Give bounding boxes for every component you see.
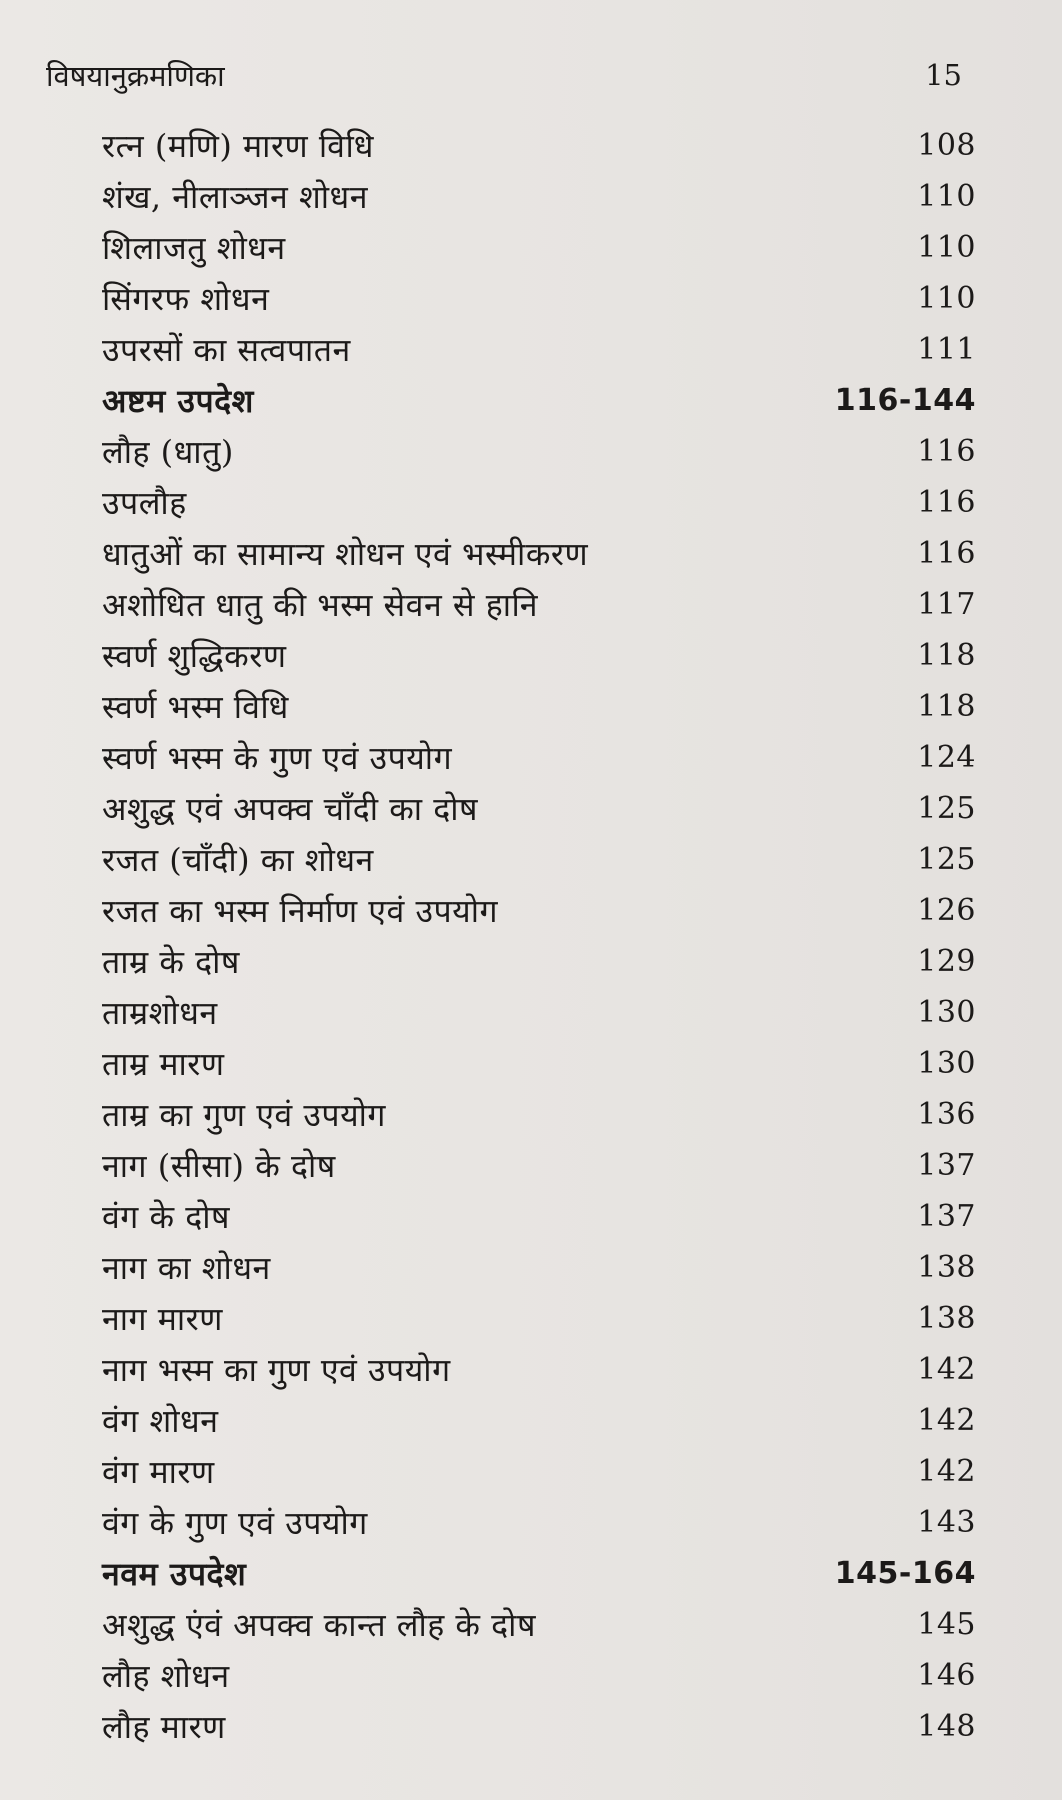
toc-entry <box>102 681 982 732</box>
toc-entry-page: 118 <box>917 638 976 673</box>
toc-entry-title: रत्न (मणि) मारण विधि <box>102 127 374 165</box>
toc-entry-page: 125 <box>917 791 976 826</box>
toc-entry-page: 137 <box>917 1199 976 1234</box>
toc-entry <box>102 171 982 222</box>
toc-entry-title: लौह मारण <box>102 1708 226 1746</box>
toc-entry-title: रजत (चाँदी) का शोधन <box>102 841 374 879</box>
toc-entry-page: 124 <box>917 740 976 775</box>
toc-entry <box>102 1242 982 1293</box>
toc-entry-title: धातुओं का सामान्य शोधन एवं भस्मीकरण <box>102 535 589 573</box>
toc-entry-title: स्वर्ण शुद्धिकरण <box>102 637 287 675</box>
toc-entry <box>102 477 982 528</box>
toc-entry-title: सिंगरफ शोधन <box>102 280 270 318</box>
toc-entry <box>102 1497 982 1548</box>
toc-entry <box>102 222 982 273</box>
toc-entry <box>102 885 982 936</box>
toc-entry-page: 116-144 <box>834 383 976 418</box>
table-of-contents <box>102 120 982 1752</box>
toc-entry-page: 111 <box>917 332 976 367</box>
toc-entry-page: 118 <box>917 689 976 724</box>
toc-entry-page: 117 <box>917 587 976 622</box>
toc-entry-title: रजत का भस्म निर्माण एवं उपयोग <box>102 892 499 930</box>
toc-entry-title: ताम्रशोधन <box>102 994 218 1032</box>
toc-entry-page: 142 <box>917 1403 976 1438</box>
toc-entry-title: ताम्र मारण <box>102 1045 225 1083</box>
page-number: 15 <box>925 58 962 92</box>
toc-entry-title: नाग मारण <box>102 1300 223 1338</box>
toc-entry-page: 138 <box>917 1250 976 1285</box>
toc-entry <box>102 528 982 579</box>
toc-entry-title: ताम्र के दोष <box>102 943 240 981</box>
toc-entry <box>102 783 982 834</box>
toc-entry <box>102 1089 982 1140</box>
toc-entry <box>102 1038 982 1089</box>
toc-entry-page: 129 <box>917 944 976 979</box>
running-header-title: विषयानुक्रमणिका <box>46 58 225 93</box>
toc-entry-title: लौह (धातु) <box>102 433 234 471</box>
toc-entry-page: 110 <box>917 281 976 316</box>
toc-entry-page: 126 <box>917 893 976 928</box>
toc-entry <box>102 1650 982 1701</box>
toc-entry-title: नाग (सीसा) के दोष <box>102 1147 336 1185</box>
toc-entry-title: अशोधित धातु की भस्म सेवन से हानि <box>102 586 539 624</box>
toc-entry-page: 116 <box>917 485 976 520</box>
toc-entry <box>102 987 982 1038</box>
toc-entry-page: 137 <box>917 1148 976 1183</box>
toc-entry <box>102 1191 982 1242</box>
toc-entry <box>102 1344 982 1395</box>
toc-entry-page: 108 <box>917 128 976 163</box>
toc-entry-title: अष्टम उपदेश <box>102 382 254 420</box>
toc-entry-page: 138 <box>917 1301 976 1336</box>
running-header <box>46 50 962 100</box>
toc-entry <box>102 1701 982 1752</box>
toc-entry-title: स्वर्ण भस्म विधि <box>102 688 289 726</box>
toc-entry-page: 142 <box>917 1352 976 1387</box>
toc-entry-page: 136 <box>917 1097 976 1132</box>
toc-entry <box>102 732 982 783</box>
toc-entry-title: अशुद्ध एंवं अपक्व कान्त लौह के दोष <box>102 1606 536 1644</box>
toc-entry <box>102 936 982 987</box>
toc-section-heading <box>102 375 982 426</box>
toc-entry-page: 130 <box>917 1046 976 1081</box>
toc-entry <box>102 1599 982 1650</box>
toc-entry-title: वंग शोधन <box>102 1402 219 1440</box>
toc-entry-title: नाग का शोधन <box>102 1249 271 1287</box>
toc-entry-title: नवम उपदेश <box>102 1555 247 1593</box>
toc-entry-title: शंख, नीलाञ्जन शोधन <box>102 178 368 216</box>
toc-entry <box>102 1395 982 1446</box>
toc-entry-title: उपलौह <box>102 484 187 522</box>
toc-entry-page: 146 <box>917 1658 976 1693</box>
toc-entry-title: वंग मारण <box>102 1453 215 1491</box>
toc-entry <box>102 1446 982 1497</box>
toc-entry-title: शिलाजतु शोधन <box>102 229 286 267</box>
toc-entry-title: स्वर्ण भस्म के गुण एवं उपयोग <box>102 739 453 777</box>
toc-section-heading <box>102 1548 982 1599</box>
toc-entry <box>102 324 982 375</box>
toc-entry-page: 110 <box>917 230 976 265</box>
toc-entry <box>102 273 982 324</box>
toc-entry <box>102 1293 982 1344</box>
toc-entry-page: 116 <box>917 536 976 571</box>
toc-entry <box>102 630 982 681</box>
toc-entry <box>102 579 982 630</box>
toc-entry-title: वंग के दोष <box>102 1198 231 1236</box>
toc-entry-title: लौह शोधन <box>102 1657 230 1695</box>
toc-entry-page: 145 <box>917 1607 976 1642</box>
toc-entry-page: 148 <box>917 1709 976 1744</box>
toc-entry-title: ताम्र का गुण एवं उपयोग <box>102 1096 386 1134</box>
toc-entry-page: 142 <box>917 1454 976 1489</box>
toc-entry-page: 130 <box>917 995 976 1030</box>
toc-entry-page: 125 <box>917 842 976 877</box>
toc-entry <box>102 426 982 477</box>
toc-entry-title: नाग भस्म का गुण एवं उपयोग <box>102 1351 451 1389</box>
toc-entry-page: 116 <box>917 434 976 469</box>
toc-entry-title: उपरसों का सत्वपातन <box>102 331 351 369</box>
toc-entry-page: 145-164 <box>834 1556 976 1591</box>
toc-entry-page: 143 <box>917 1505 976 1540</box>
toc-entry <box>102 1140 982 1191</box>
toc-entry-title: अशुद्ध एवं अपक्व चाँदी का दोष <box>102 790 479 828</box>
toc-entry-page: 110 <box>917 179 976 214</box>
toc-entry <box>102 120 982 171</box>
toc-entry <box>102 834 982 885</box>
toc-entry-title: वंग के गुण एवं उपयोग <box>102 1504 368 1542</box>
